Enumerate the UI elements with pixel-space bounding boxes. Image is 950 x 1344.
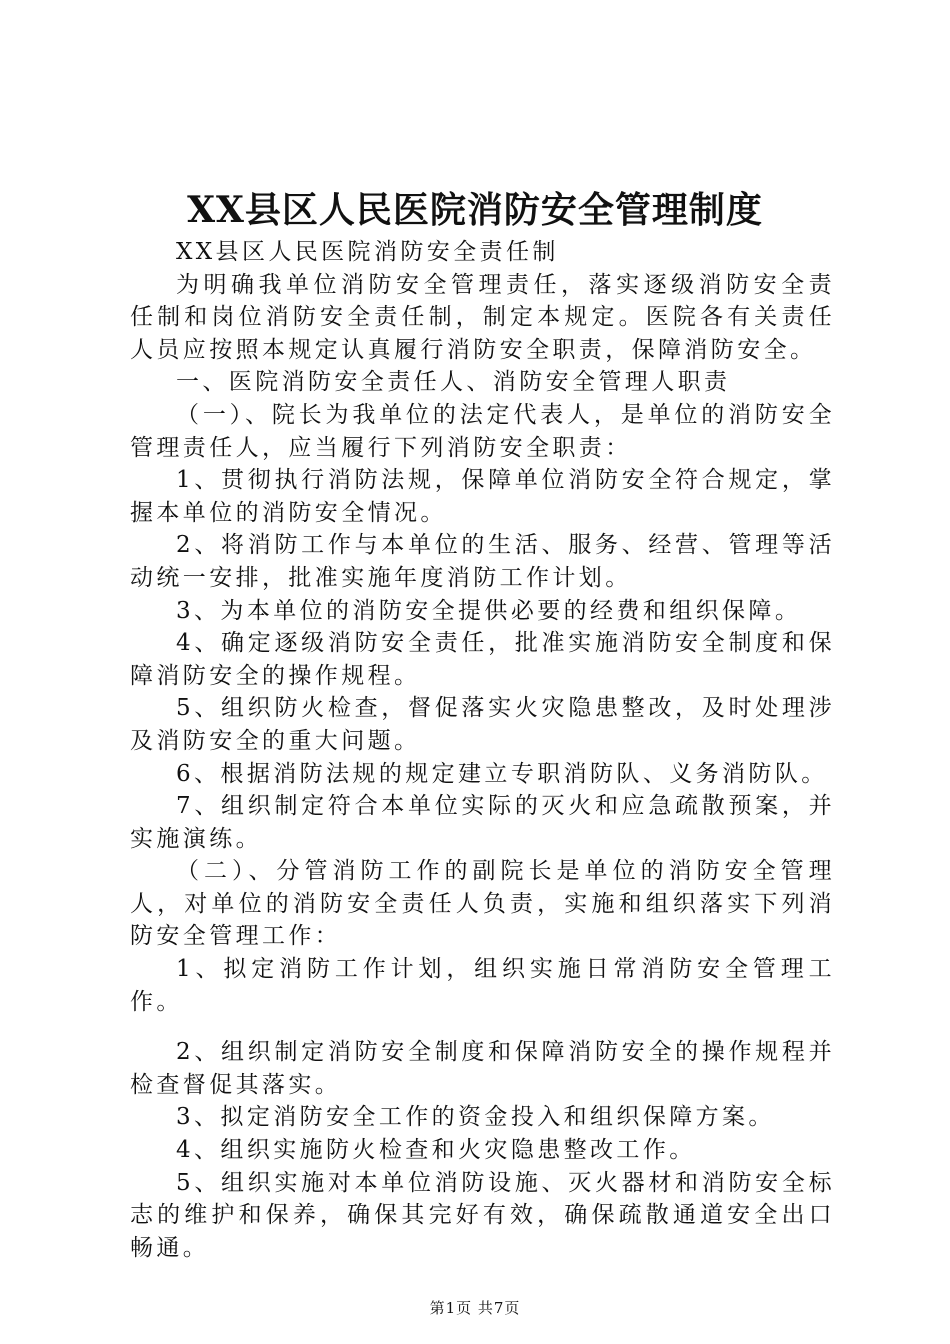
document-body: [130, 236, 835, 1264]
document-title: XX县区人民医院消防安全管理制度: [187, 189, 763, 231]
subsection-heading: （一）、院长为我单位的法定代表人，是单位的消防安全管理责任人，应当履行下列消防安全职责：: [130, 401, 835, 461]
page-footer: 第1页 共7页: [429, 1299, 521, 1317]
list-item: 1、贯彻执行消防法规，保障单位消防安全符合规定，掌握本单位的消防安全情况。: [130, 467, 835, 526]
section-heading: 一、医院消防安全责任人、消防安全管理人职责: [176, 369, 731, 396]
list-item: 4、组织实施防火检查和火灾隐患整改工作。: [176, 1137, 696, 1164]
list-item: 2、将消防工作与本单位的生活、服务、经营、管理等活动统一安排，批准实施年度消防工作计划。: [130, 532, 835, 591]
list-item: 1、拟定消防工作计划，组织实施日常消防安全管理工作。: [130, 956, 835, 1015]
list-item: 4、确定逐级消防安全责任，批准实施消防安全制度和保障消防安全的操作规程。: [130, 630, 835, 689]
list-item: 5、组织防火检查，督促落实火灾隐患整改，及时处理涉及消防安全的重大问题。: [130, 695, 835, 754]
list-item: 6、根据消防法规的规定建立专职消防队、义务消防队。: [176, 760, 828, 787]
subsection-heading: （二）、分管消防工作的副院长是单位的消防安全管理人，对单位的消防安全责任人负责，实施和组织落实下列消防安全管理工作：: [130, 858, 835, 950]
paragraph-spacer: [130, 1018, 835, 1036]
list-item: 2、组织制定消防安全制度和保障消防安全的操作规程并检查督促其落实。: [130, 1039, 835, 1098]
paragraph-intro: 为明确我单位消防安全管理责任，落实逐级消防安全责任制和岗位消防安全责任制，制定本规定。医院各有关责任人员应按照本规定认真履行消防安全职责，保障消防安全。: [130, 271, 835, 363]
paragraph-heading: XX县区人民医院消防安全责任制: [176, 239, 559, 265]
list-item: 3、拟定消防安全工作的资金投入和组织保障方案。: [176, 1104, 775, 1131]
list-item: 7、组织制定符合本单位实际的灭火和应急疏散预案，并实施演练。: [130, 793, 835, 852]
list-item: 3、为本单位的消防安全提供必要的经费和组织保障。: [176, 597, 802, 624]
list-item: 5、组织实施对本单位消防设施、灭火器材和消防安全标志的维护和保养，确保其完好有效，确保疏散通道安全出口畅通。: [130, 1169, 835, 1261]
